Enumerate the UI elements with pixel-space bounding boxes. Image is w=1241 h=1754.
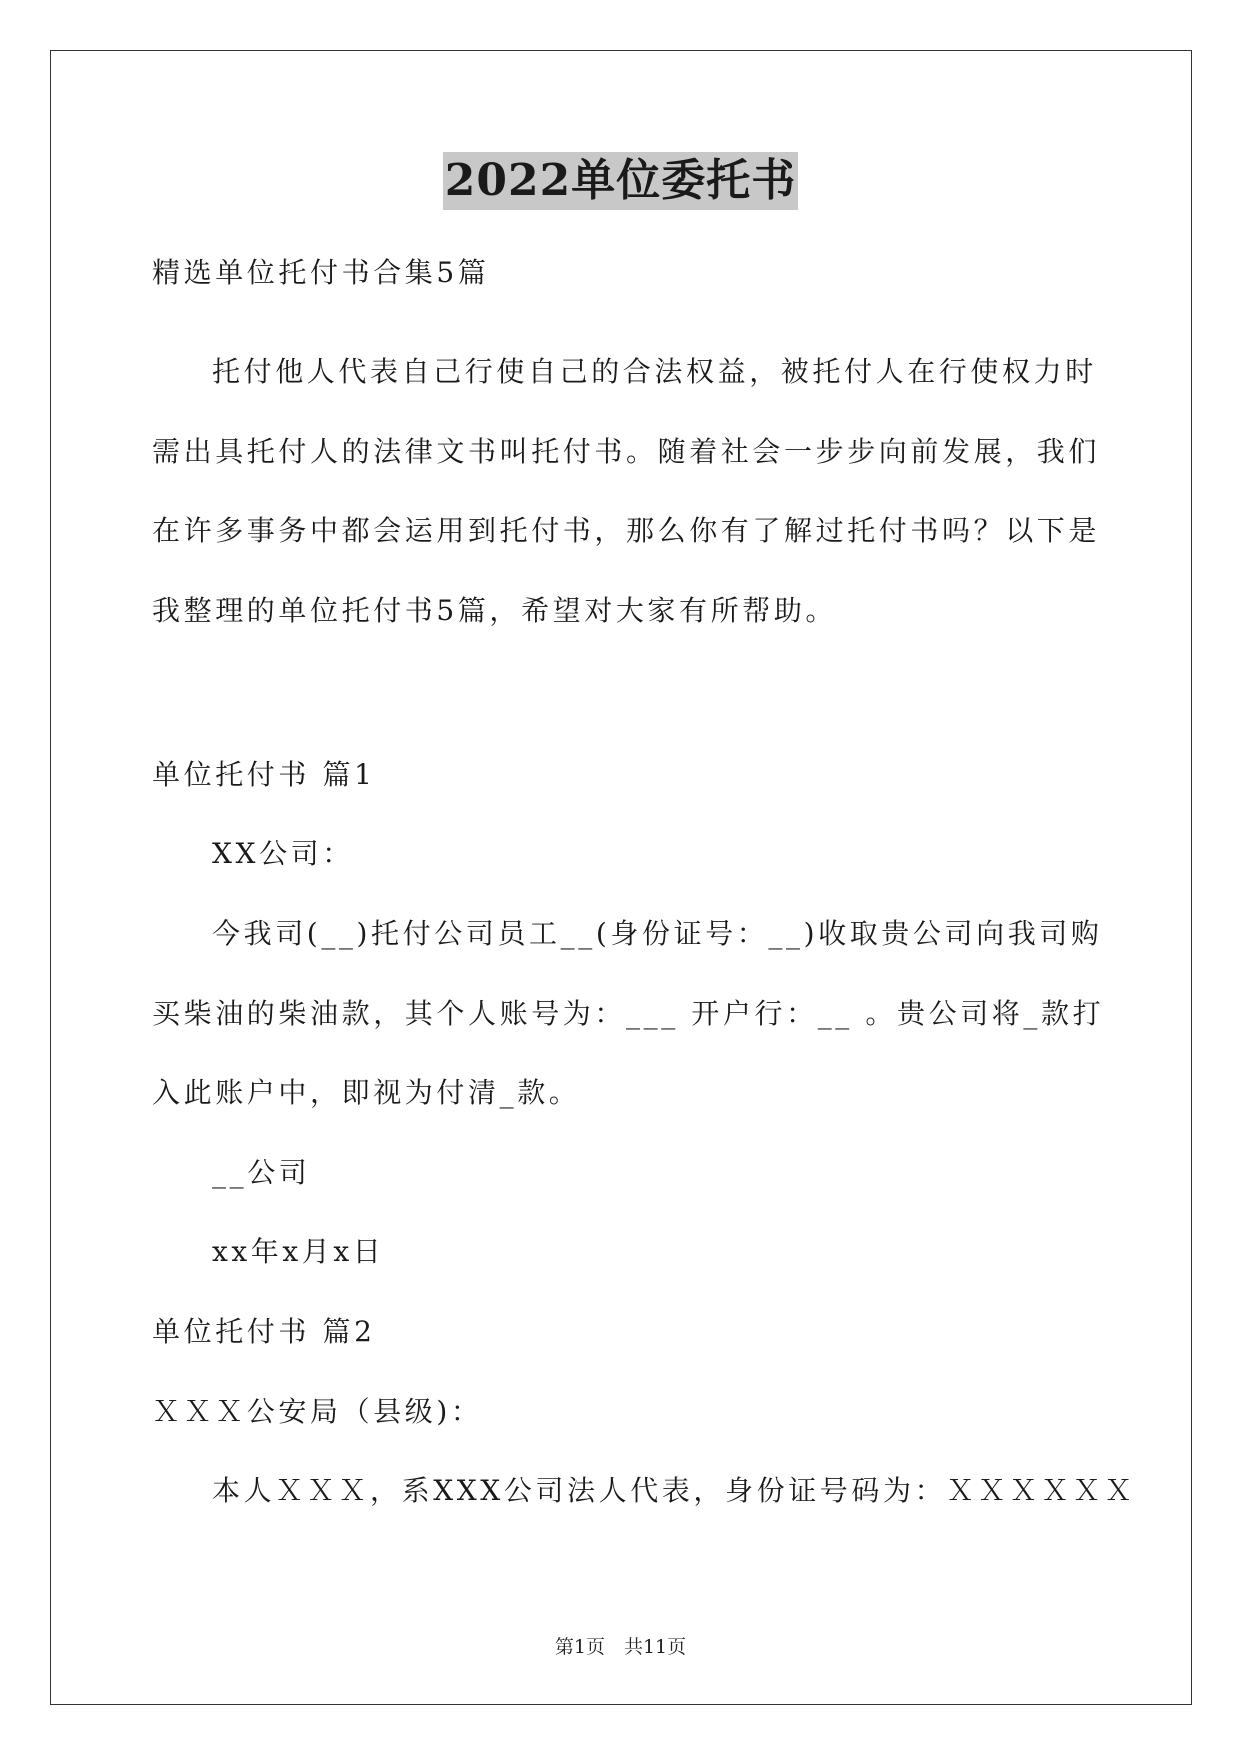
signature-date: xx年x月x日 xyxy=(212,1235,385,1268)
section-heading: 单位托付书 篇1 xyxy=(152,758,376,791)
title-container xyxy=(0,152,1241,210)
paragraph-line: 入此账户中，即视为付清_款。 xyxy=(152,1076,581,1109)
paragraph-line: 我整理的单位托付书5篇，希望对大家有所帮助。 xyxy=(152,594,838,627)
signature-company: __公司 xyxy=(212,1156,311,1189)
paragraph-line: 今我司(__)托付公司员工__(身份证号：__)收取贵公司向我司购 xyxy=(212,917,1103,950)
addressee-line: XX公司： xyxy=(212,837,354,870)
page-border xyxy=(50,50,1192,1705)
paragraph-line: 需出具托付人的法律文书叫托付书。随着社会一步步向前发展，我们 xyxy=(152,435,1101,468)
section-heading: 单位托付书 篇2 xyxy=(152,1315,376,1348)
paragraph-line: 托付他人代表自己行使自己的合法权益，被托付人在行使权力时 xyxy=(212,355,1097,388)
paragraph-line: 本人ＸＸＸ，系XXX公司法人代表，身份证号码为：ＸＸＸＸＸＸ xyxy=(212,1474,1136,1507)
paragraph-line: 买柴油的柴油款，其个人账号为：___ 开户行：__ 。贵公司将_款打 xyxy=(152,997,1105,1030)
paragraph-line: 在许多事务中都会运用到托付书，那么你有了解过托付书吗？以下是 xyxy=(152,514,1101,547)
document-title: 2022单位委托书 xyxy=(443,152,798,210)
subtitle-line: 精选单位托付书合集5篇 xyxy=(152,256,490,289)
page-number-footer: 第1页 共11页 xyxy=(554,1636,687,1658)
addressee-line: ＸＸＸ公安局（县级)： xyxy=(152,1395,483,1428)
